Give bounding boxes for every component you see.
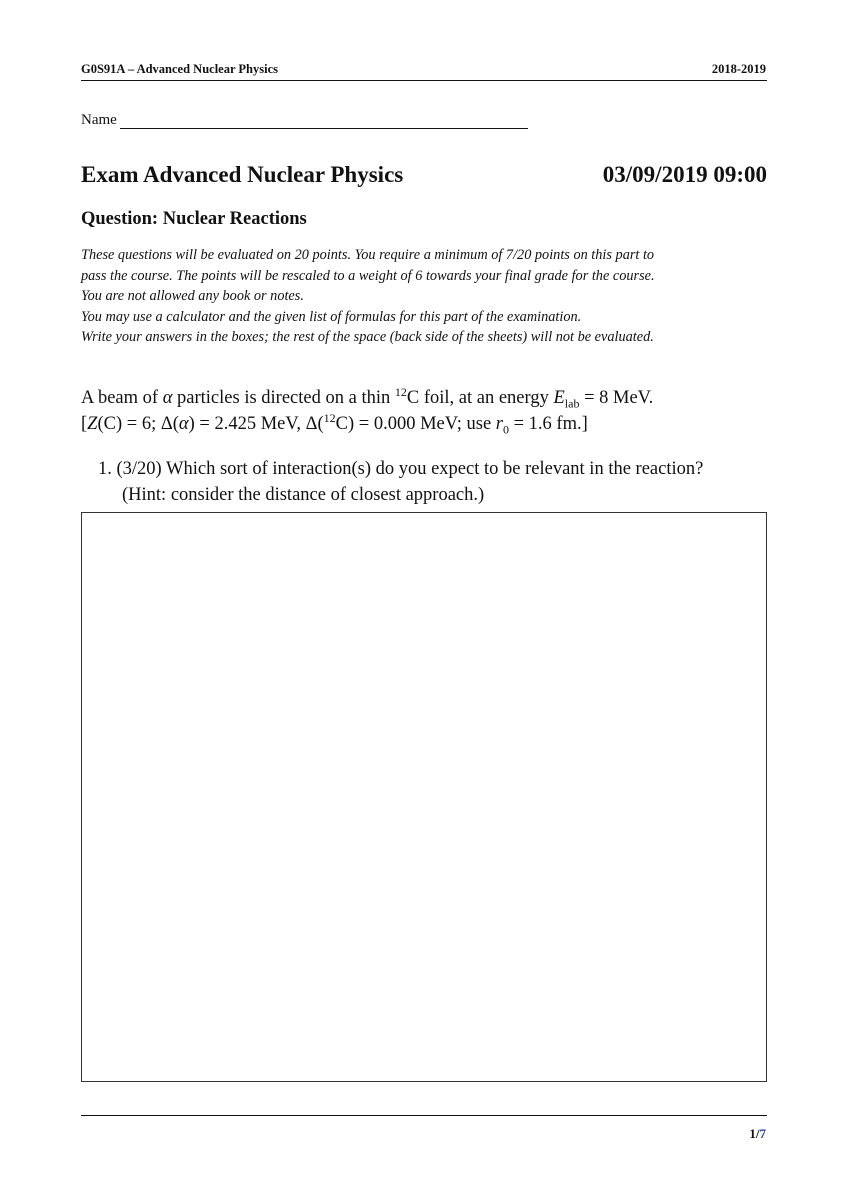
mass-number: 12 [323, 410, 336, 425]
answer-box[interactable] [81, 512, 767, 1082]
problem-text: particles is directed on a thin [177, 388, 391, 408]
alpha-symbol: α [178, 414, 189, 434]
radius-symbol: r [495, 414, 503, 434]
item-number: 1. [98, 459, 112, 479]
page-current: 1/ [749, 1126, 760, 1141]
problem-text: = 1.6 fm.] [509, 414, 588, 434]
radius-subscript: 0 [503, 422, 509, 437]
energy-value: = 8 MeV. [584, 388, 654, 408]
energy-symbol: E [553, 388, 565, 408]
exam-datetime: 03/09/2019 09:00 [602, 162, 767, 187]
problem-line-1 [81, 385, 781, 411]
question-item-line: (Hint: consider the distance of closest approach.) [122, 485, 485, 505]
bracket: [ [81, 414, 88, 434]
problem-line-2 [81, 411, 781, 437]
alpha-symbol: α [162, 388, 173, 408]
page-number [749, 1126, 766, 1142]
problem-text: C) = 0.000 MeV; use [335, 414, 496, 434]
instruction-line: You may use a calculator and the given list of formulas for this part of the examination. [81, 308, 582, 325]
instructions [81, 245, 781, 348]
problem-statement [81, 385, 781, 437]
item-text: (3/20) Which sort of interaction(s) do you expect to be relevant in the reaction? [116, 459, 704, 479]
question-item-1 [98, 456, 778, 508]
z-symbol: Z [87, 414, 98, 434]
instruction-line: These questions will be evaluated on 20 points. You require a minimum of 7/20 points on this part to [81, 247, 655, 263]
name-blank-line[interactable] [120, 114, 528, 129]
footer-divider [81, 1115, 767, 1116]
course-header: G0S91A – Advanced Nuclear Physics [81, 62, 279, 76]
academic-year: 2018-2019 [711, 62, 766, 76]
question-title: Question: Nuclear Reactions [81, 209, 307, 229]
mass-number: 12 [394, 384, 407, 399]
instruction-line: You are not allowed any book or notes. [81, 288, 304, 304]
problem-text: A beam of [81, 388, 159, 408]
instruction-line: pass the course. The points will be rescaled to a weight of 6 towards your final grade for the course. [81, 267, 655, 284]
problem-text: foil, at an energy [423, 388, 549, 408]
page-total-link[interactable]: 7 [759, 1126, 766, 1141]
name-field [81, 112, 528, 129]
energy-subscript: lab [564, 396, 580, 411]
header-divider [81, 80, 767, 81]
name-label: Name [81, 112, 117, 128]
problem-text: (C) = 6; Δ( [97, 414, 179, 434]
problem-text: ) = 2.425 MeV, Δ( [188, 414, 324, 434]
element-symbol: C [406, 388, 420, 408]
exam-title: Exam Advanced Nuclear Physics [81, 162, 404, 187]
instruction-line: Write your answers in the boxes; the rest of the space (back side of the sheets) will not be evaluated. [81, 329, 654, 345]
question-item-line [98, 456, 778, 482]
